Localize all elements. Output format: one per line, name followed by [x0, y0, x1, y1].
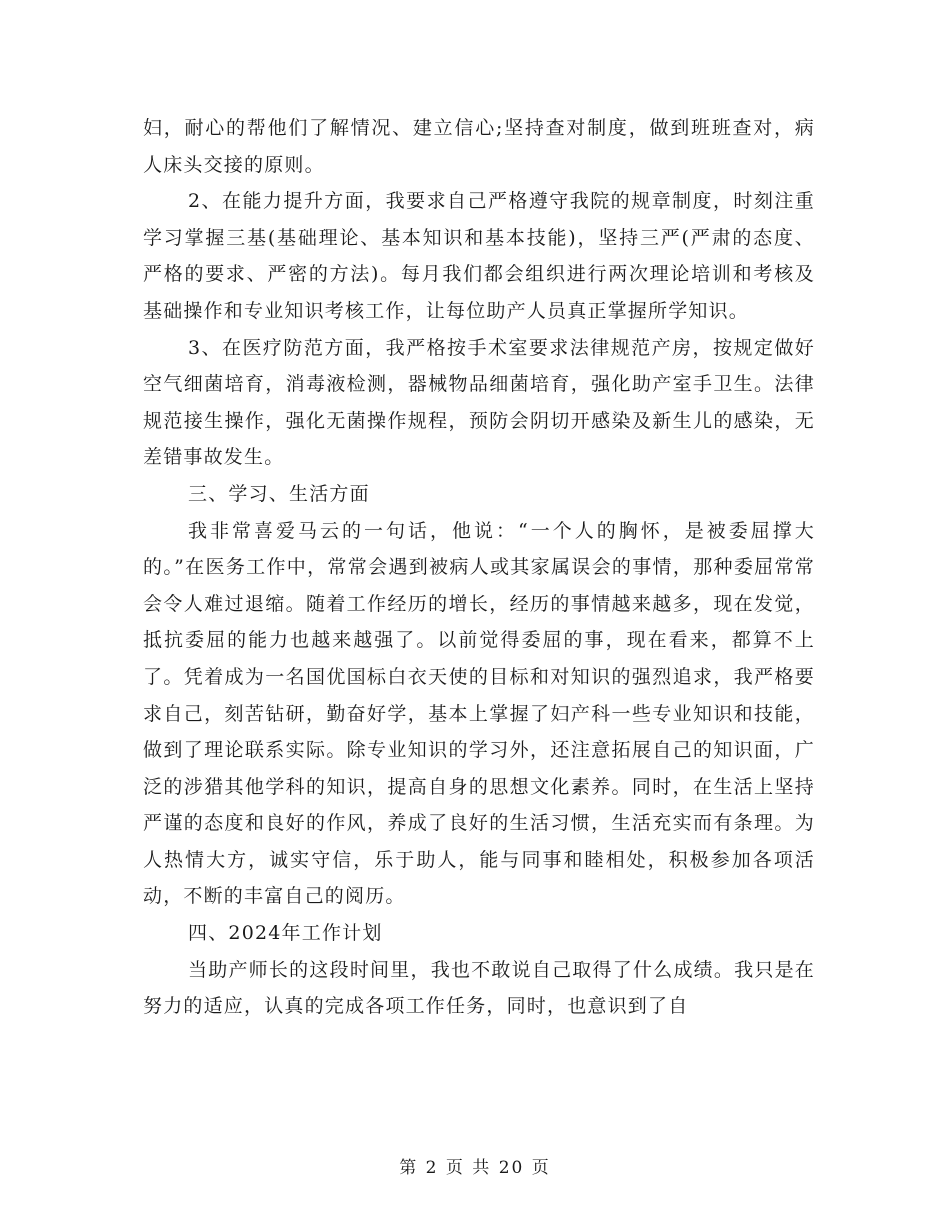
body-text — [143, 110, 815, 1025]
paragraph-study-life: 我非常喜爱马云的一句话，他说：“一个人的胸怀，是被委屈撑大的。”在医务工作中，常常会遇到被病人或其家属误会的事情，那种委屈常常会令人难过退缩。随着工作经历的增长，经历的事情越来越多，现在发觉，抵抗委屈的能力也越来越强了。以前觉得委屈的事，现在看来，都算不上了。凭着成为一名国优国标白衣天使的目标和对知识的强烈追求，我严格要求自己，刻苦钻研，勤奋好学，基本上掌握了妇产科一些专业知识和技能，做到了理论联系实际。除专业知识的学习外，还注意拓展自己的知识面，广泛的涉猎其他学科的知识，提高自身的思想文化素养。同时，在生活上坚持严谨的态度和良好的作风，养成了良好的生活习惯，生活充实而有条理。为人热情大方，诚实守信，乐于助人，能与同事和睦相处，积极参加各项活动，不断的丰富自己的阅历。 — [143, 519, 815, 908]
section-heading-work-plan: 四、2024年工作计划 — [188, 922, 383, 945]
paragraph-prevention: 3、在医疗防范方面，我严格按手术室要求法律规范产房，按规定做好空气细菌培育，消毒液检测，器械物品细菌培育，强化助产室手卫生。法律规范接生操作，强化无菌操作规程，预防会阴切开感染及新生儿的感染，无差错事故发生。 — [143, 336, 815, 469]
page-number-footer: 第 2 页 共 20 页 — [399, 1158, 551, 1178]
paragraph-work-plan: 当助产师长的这段时间里，我也不敢说自己取得了什么成绩。我只是在努力的适应，认真的完成各项工作任务，同时，也意识到了自 — [143, 958, 815, 1018]
paragraph-continuation: 妇，耐心的帮他们了解情况、建立信心;坚持查对制度，做到班班查对，病人床头交接的原则。 — [143, 117, 815, 176]
paragraph-ability: 2、在能力提升方面，我要求自己严格遵守我院的规章制度，时刻注重学习掌握三基(基础理论、基本知识和基本技能)，坚持三严(严肃的态度、严格的要求、严密的方法)。每月我们都会组织进行两次理论培训和考核及基础操作和专业知识考核工作，让每位助产人员真正掌握所学知识。 — [143, 190, 815, 322]
section-heading-study-life: 三、学习、生活方面 — [188, 482, 370, 505]
